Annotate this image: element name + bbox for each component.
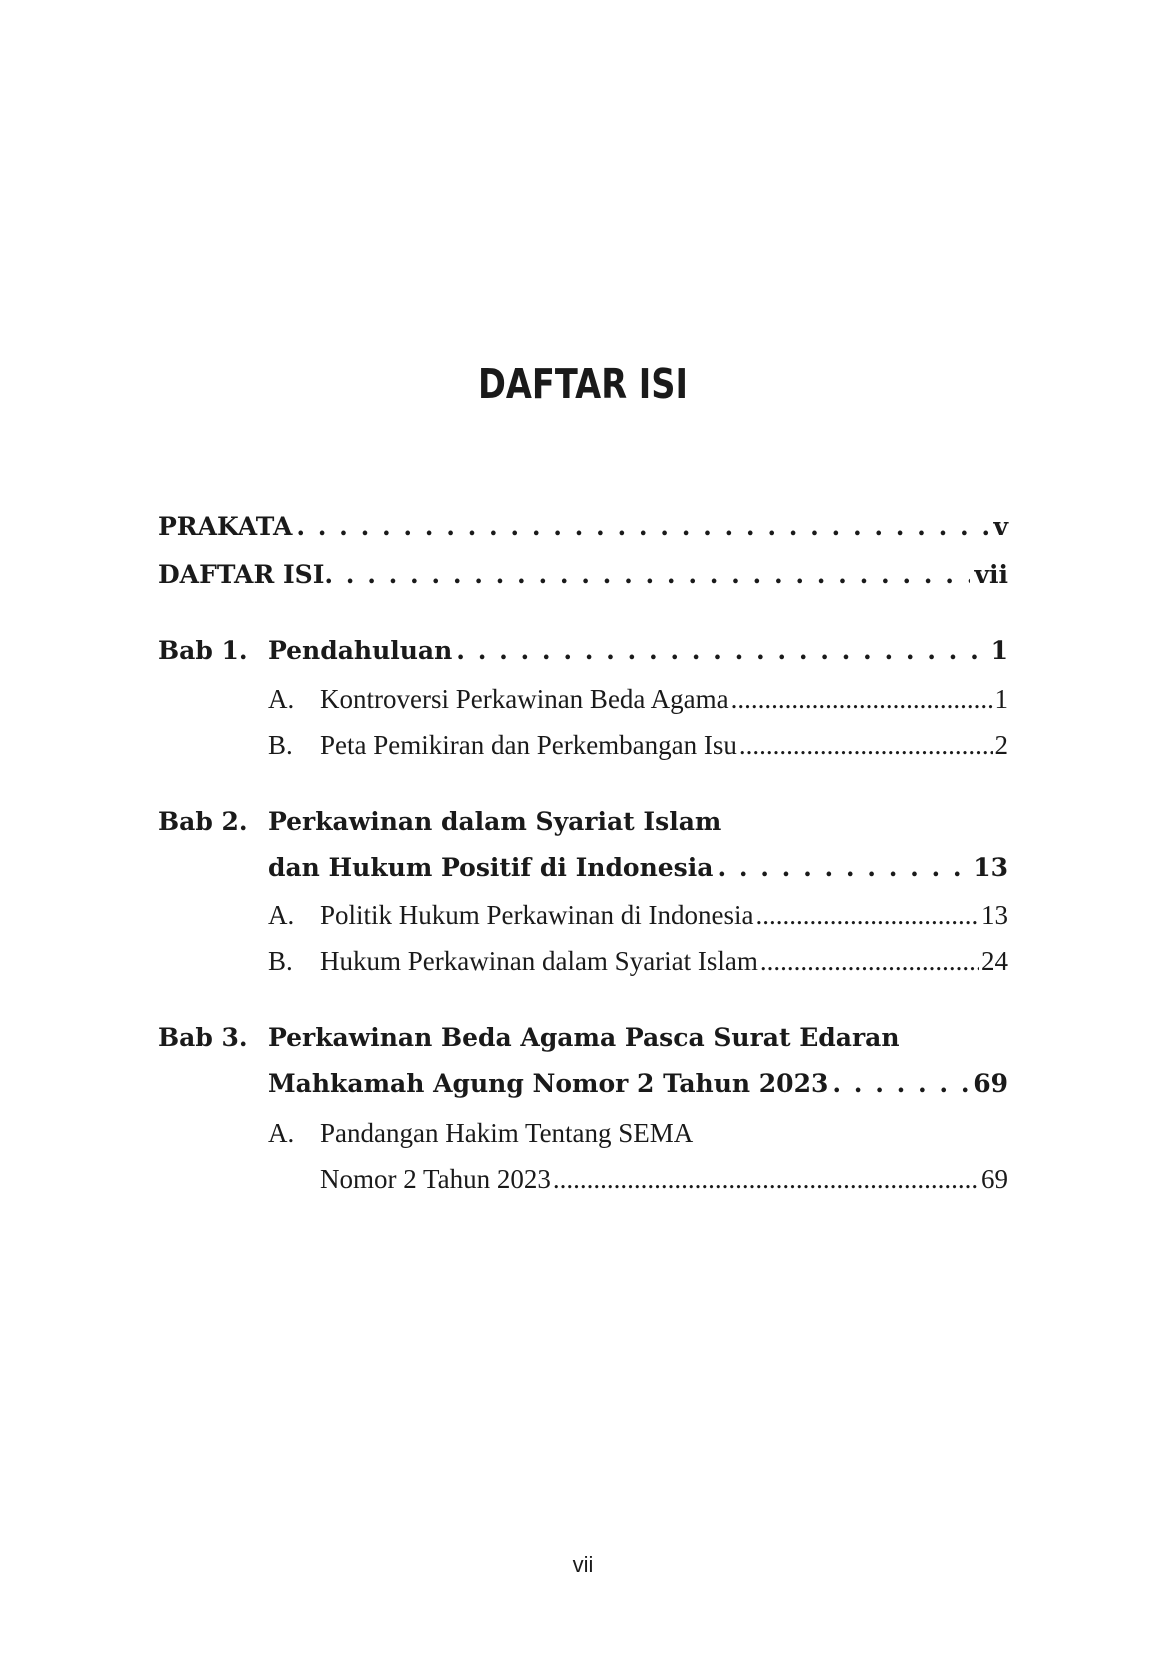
toc-entry-page: vii <box>974 560 1008 589</box>
chapter-title: Pendahuluan <box>268 636 453 665</box>
toc-section[interactable] <box>268 684 1008 715</box>
toc-entry-page: v <box>993 512 1008 541</box>
toc-chapter-1[interactable] <box>268 636 1008 665</box>
leader-dots <box>296 512 989 541</box>
section-title: Hukum Perkawinan dalam Syariat Islam <box>320 946 758 976</box>
chapter-title: Mahkamah Agung Nomor 2 Tahun 2023 <box>268 1069 829 1098</box>
section-title-line <box>268 1118 1008 1149</box>
chapter-page: 69 <box>973 1069 1008 1098</box>
section-letter: B. <box>268 946 293 976</box>
chapter-page: 1 <box>990 636 1008 665</box>
section-title: Peta Pemikiran dan Perkembangan Isu <box>320 730 737 760</box>
toc-entry-prakata[interactable] <box>158 512 1008 541</box>
chapter-page: 13 <box>973 853 1008 882</box>
chapter-title: Perkawinan Beda Agama Pasca Surat Edaran <box>268 1023 900 1052</box>
section-page: 1 <box>994 684 1008 714</box>
section-title: Kontroversi Perkawinan Beda Agama <box>320 684 729 714</box>
leader-dots <box>832 1069 969 1098</box>
leader-dots <box>760 946 979 977</box>
chapter-title: dan Hukum Positif di Indonesia <box>268 853 714 882</box>
toc-chapter-2[interactable] <box>268 853 1008 882</box>
leader-dots <box>731 684 993 715</box>
page-title: DAFTAR ISI <box>477 360 689 408</box>
leader-dots <box>755 900 979 931</box>
chapter-number: Bab 2. <box>158 807 248 836</box>
section-letter: A. <box>268 684 295 714</box>
section-page: 69 <box>981 1164 1008 1194</box>
section-title: Politik Hukum Perkawinan di Indonesia <box>320 900 754 930</box>
section-letter: B. <box>268 730 293 760</box>
toc-entry-label: DAFTAR ISI <box>158 560 325 589</box>
toc-entry-daftar-isi[interactable] <box>158 560 1008 589</box>
leader-dots <box>739 730 993 761</box>
section-page: 24 <box>981 946 1008 976</box>
chapter-number: Bab 1. <box>158 636 248 665</box>
leader-dots <box>456 636 986 665</box>
section-letter: A. <box>268 900 295 930</box>
toc-entry-label: PRAKATA <box>158 512 293 541</box>
chapter-title-line <box>268 1023 1008 1052</box>
chapter-number: Bab 3. <box>158 1023 248 1052</box>
section-title: Nomor 2 Tahun 2023 <box>320 1164 551 1194</box>
section-letter: A. <box>268 1118 295 1148</box>
toc-chapter-3[interactable] <box>268 1069 1008 1098</box>
leader-dots <box>553 1164 979 1195</box>
section-title: Pandangan Hakim Tentang SEMA <box>320 1118 694 1148</box>
footer-page-number: vii <box>572 1552 594 1577</box>
toc-section[interactable] <box>268 1164 1008 1195</box>
leader-dots <box>717 853 969 882</box>
leader-dots <box>324 560 970 589</box>
section-page: 13 <box>981 900 1008 930</box>
chapter-title: Perkawinan dalam Syariat Islam <box>268 807 722 836</box>
chapter-title-line <box>268 807 1008 836</box>
toc-section[interactable] <box>268 900 1008 931</box>
section-page: 2 <box>994 730 1008 760</box>
toc-section[interactable] <box>268 730 1008 761</box>
toc-section[interactable] <box>268 946 1008 977</box>
